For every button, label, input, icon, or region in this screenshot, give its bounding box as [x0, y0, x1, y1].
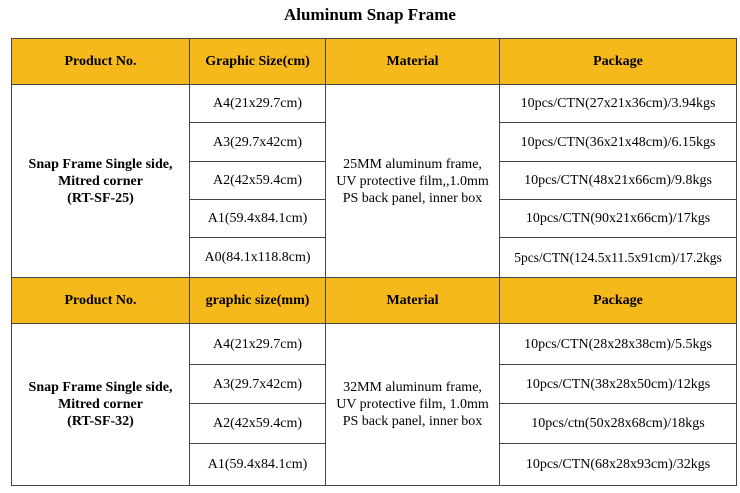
table-row [12, 324, 737, 365]
header-material: Material [326, 278, 500, 324]
product-name-cell: Snap Frame Single side, Mitred corner (RT-SF-25) [12, 85, 190, 278]
header-graphic-size: graphic size(mm) [190, 278, 326, 324]
graphic-size-cell: A4(21x29.7cm) [190, 85, 326, 123]
package-cell: 10pcs/ctn(50x28x68cm)/18kgs [500, 404, 737, 444]
header-package: Package [500, 39, 737, 85]
table-row [12, 85, 737, 123]
graphic-size-cell: A1(59.4x84.1cm) [190, 200, 326, 238]
graphic-size-cell: A2(42x59.4cm) [190, 162, 326, 200]
page-title: Aluminum Snap Frame [284, 5, 456, 24]
package-cell: 10pcs/CTN(48x21x66cm)/9.8kgs [500, 162, 737, 200]
graphic-size-cell: A0(84.1x118.8cm) [190, 238, 326, 278]
table-header-row [12, 278, 737, 324]
package-cell: 10pcs/CTN(90x21x66cm)/17kgs [500, 200, 737, 238]
product-name-cell: Snap Frame Single side, Mitred corner (RT-SF-32) [12, 324, 190, 486]
header-product-no: Product No. [12, 39, 190, 85]
material-cell: 32MM aluminum frame, UV protective film, 1.0mm PS back panel, inner box [326, 324, 500, 486]
package-cell: 10pcs/CTN(27x21x36cm)/3.94kgs [500, 85, 737, 123]
header-package: Package [500, 278, 737, 324]
package-cell: 10pcs/CTN(38x28x50cm)/12kgs [500, 365, 737, 404]
header-product-no: Product No. [12, 278, 190, 324]
package-cell: 5pcs/CTN(124.5x11.5x91cm)/17.2kgs [500, 238, 737, 278]
header-material: Material [326, 39, 500, 85]
spec-table [11, 38, 737, 486]
package-cell: 10pcs/CTN(36x21x48cm)/6.15kgs [500, 123, 737, 162]
table-header-row [12, 39, 737, 85]
header-graphic-size: Graphic Size(cm) [190, 39, 326, 85]
graphic-size-cell: A3(29.7x42cm) [190, 365, 326, 404]
graphic-size-cell: A3(29.7x42cm) [190, 123, 326, 162]
material-cell: 25MM aluminum frame, UV protective film,,1.0mm PS back panel, inner box [326, 85, 500, 278]
graphic-size-cell: A1(59.4x84.1cm) [190, 444, 326, 486]
graphic-size-cell: A4(21x29.7cm) [190, 324, 326, 365]
graphic-size-cell: A2(42x59.4cm) [190, 404, 326, 444]
package-cell: 10pcs/CTN(28x28x38cm)/5.5kgs [500, 324, 737, 365]
package-cell: 10pcs/CTN(68x28x93cm)/32kgs [500, 444, 737, 486]
